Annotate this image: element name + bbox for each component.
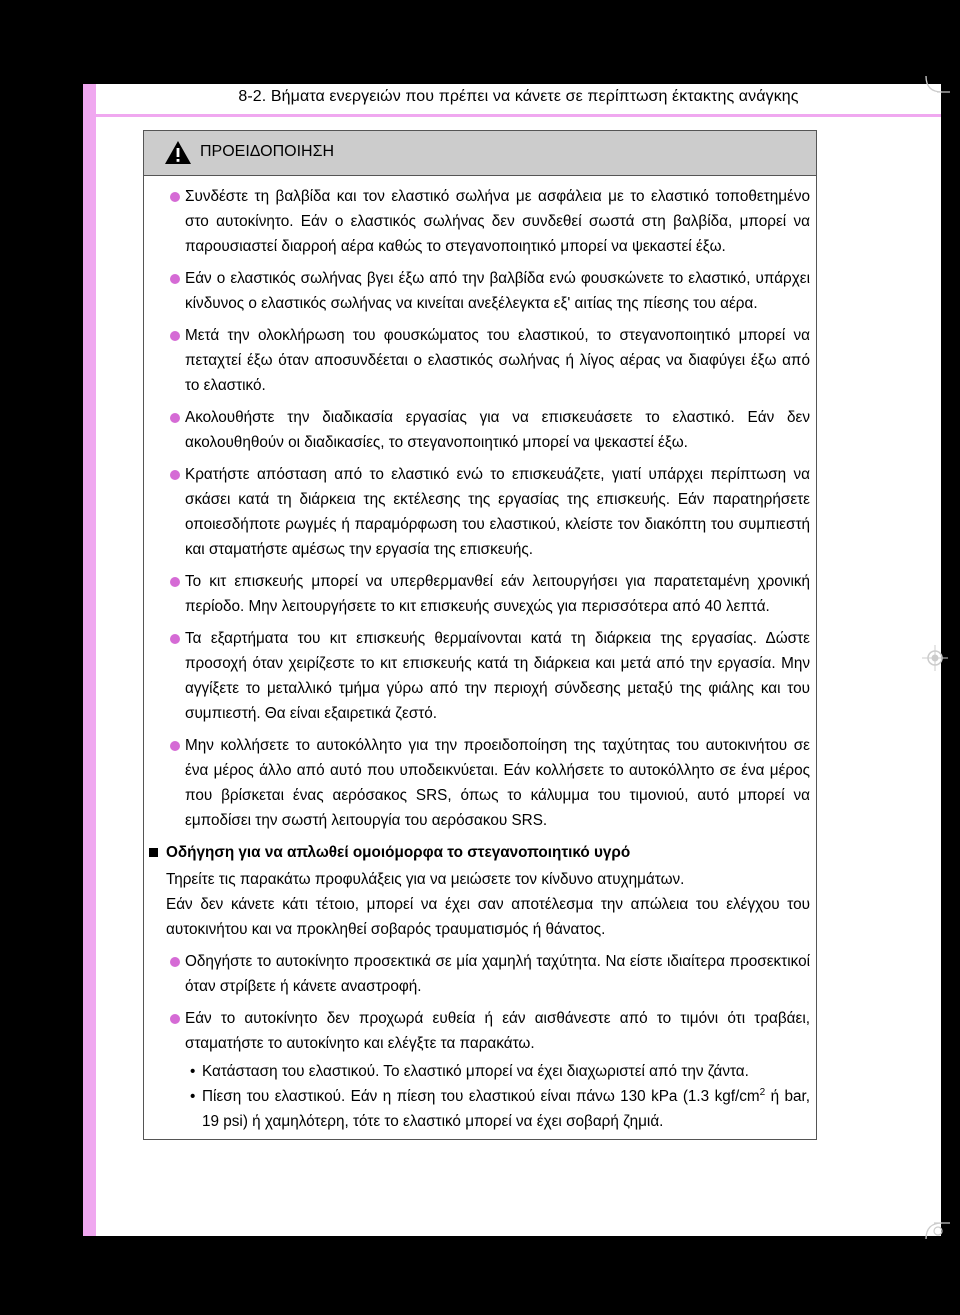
chapter-color-bar — [83, 84, 96, 1236]
registration-mark-icon — [924, 74, 950, 100]
warning-content — [144, 176, 816, 1134]
section-bullet: Οδηγήστε το αυτοκίνητο προσεκτικά σε μία χαμηλή ταχύτητα. Να είστε ιδιαίτερα προσεκτικοί όταν στρίβετε ή κάνετε αναστροφή. — [166, 949, 810, 999]
warning-bullet: Κρατήστε απόσταση από το ελαστικό ενώ το επισκευάζετε, γιατί υπάρχει περίπτωση να σκάσει κατά τη διάρκεια της εκτέλεσης της εργασίας της επισκευής. Εάν παρατηρήσετε οποιεσδήποτε ρωγμές ή παραμόρφωση του ελαστικού, κλείστε τον διακόπτη του συμπιεστή και σταματήστε αμέσως την εργασία της επισκευής. — [166, 462, 810, 562]
sub-bullet-mark: • — [190, 1063, 196, 1080]
warning-triangle-icon — [164, 140, 192, 165]
section-heading: Οδήγηση για να απλωθεί ομοιόμορφα το στεγανοποιητικό υγρό — [148, 840, 810, 865]
warning-bullet: Ακολουθήστε την διαδικασία εργασίας για να επισκευάσετε το ελαστικό. Εάν δεν ακολουθηθούν οι διαδικασίες, το στεγανοποιητικό μπορεί να ψεκαστεί έξω. — [166, 405, 810, 455]
bullet-dot-icon — [170, 634, 180, 644]
section-intro: Εάν δεν κάνετε κάτι τέτοιο, μπορεί να έχει σαν αποτέλεσμα την απώλεια του ελέγχου του αυτοκινήτου και να προκληθεί σοβαρός τραυματισμός ή θάνατος. — [166, 896, 810, 938]
warning-bullet: Τα εξαρτήματα του κιτ επισκευής θερμαίνονται κατά τη διάρκεια της εργασίας. Δώστε προσοχή όταν χειρίζεστε το κιτ επισκευής κατά τη διάρκεια και μετά από την εργασία. Μην αγγίξετε το μεταλλικό τμήμα γύρω από την περιοχή σύνδεσης μεταξύ της φιάλης και του συμπιεστή. Θα είναι εξαιρετικά ζεστό. — [166, 626, 810, 726]
warning-bullet: Μετά την ολοκλήρωση του φουσκώματος του ελαστικού, το στεγανοποιητικό μπορεί να πεταχτεί έξω όταν αποσυνδέεται ο ελαστικός σωλήνας ή λίγος αέρας να διαφύγει έξω από το ελαστικό. — [166, 323, 810, 398]
warning-box — [143, 130, 817, 1140]
bullet-dot-icon — [170, 470, 180, 480]
square-bullet-icon — [149, 848, 158, 857]
bullet-dot-icon — [170, 577, 180, 587]
warning-bullet: Μην κολλήσετε το αυτοκόλλητο για την προειδοποίηση της ταχύτητας του αυτοκινήτου σε ένα μέρος άλλο από αυτό που υποδεικνύεται. Εάν κολλήσετε το αυτοκόλλητο σε ένα μέρος που βρίσκεται ένας αερόσακος SRS, όπως το κάλυμμα του τιμονιού, αυτό μπορεί να εμποδίσει την σωστή λειτουργία του αερόσακου SRS. — [166, 733, 810, 833]
bullet-dot-icon — [170, 331, 180, 341]
registration-mark-bottom-icon — [924, 1215, 950, 1241]
sub-item: • Κατάσταση του ελαστικού. Το ελαστικό μπορεί να έχει διαχωριστεί από την ζάντα. — [166, 1059, 810, 1084]
warning-header — [144, 131, 816, 176]
warning-title: ΠΡΟΕΙΔΟΠΟΙΗΣΗ — [200, 143, 335, 160]
bullet-dot-icon — [170, 1014, 180, 1024]
bullet-dot-icon — [170, 413, 180, 423]
section-bullet: Εάν το αυτοκίνητο δεν προχωρά ευθεία ή εάν αισθάνεστε από το τιμόνι ότι τραβάει, σταματήστε το αυτοκίνητο και ελέγξτε τα παρακάτω. — [166, 1006, 810, 1056]
warning-bullet: Το κιτ επισκευής μπορεί να υπερθερμανθεί εάν λειτουργήσει για παρατεταμένη χρονική περίοδο. Μην λειτουργήσετε το κιτ επισκευής συνεχώς για περισσότερα από 40 λεπτά. — [166, 569, 810, 619]
header-divider — [96, 114, 941, 117]
crosshair-mark-icon — [922, 645, 948, 671]
bullet-dot-icon — [170, 274, 180, 284]
section-intro: Τηρείτε τις παρακάτω προφυλάξεις για να μειώσετε τον κίνδυνο ατυχημάτων. — [166, 871, 685, 888]
chapter-header: 8-2. Βήματα ενεργειών που πρέπει να κάνετε σε περίπτωση έκτακτης ανάγκης — [238, 88, 799, 105]
sub-item: • Πίεση του ελαστικού. Εάν η πίεση του ελαστικού είναι πάνω 130 kPa (1.3 kgf/$cm^2$ ή bar, 19 psi) ή χαμηλότερη, τότε το ελαστικό μπορεί να έχει σοβαρή ζημιά. — [166, 1084, 810, 1134]
bullet-dot-icon — [170, 957, 180, 967]
bullet-dot-icon — [170, 741, 180, 751]
bullet-dot-icon — [170, 192, 180, 202]
warning-bullet: Συνδέστε τη βαλβίδα και τον ελαστικό σωλήνα με ασφάλεια με το ελαστικό τοποθετημένο στο αυτοκίνητο. Εάν ο ελαστικός σωλήνας δεν συνδεθεί σωστά στη βαλβίδα, μπορεί να παρουσιαστεί διαρροή αέρα καθώς το στεγανοποιητικό μπορεί να ψεκαστεί έξω. — [166, 184, 810, 259]
warning-bullet: Εάν ο ελαστικός σωλήνας βγει έξω από την βαλβίδα ενώ φουσκώνετε το ελαστικό, υπάρχει κίνδυνος ο ελαστικός σωλήνας να κινείται ανεξέλεγκτα εξ' αιτίας της πίεσης του αέρα. — [166, 266, 810, 316]
sub-bullet-mark: • — [190, 1088, 196, 1105]
